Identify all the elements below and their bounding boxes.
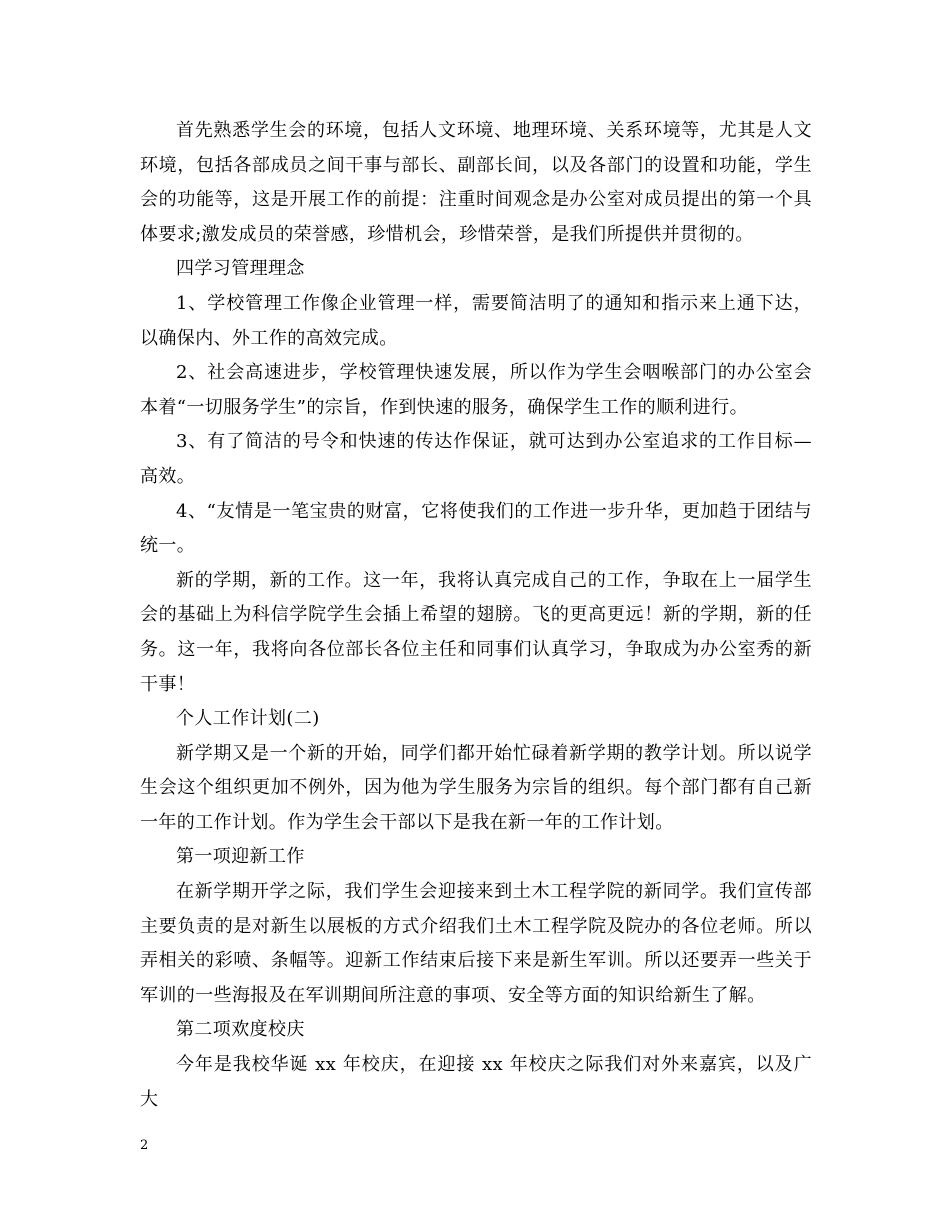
paragraph-anniversary: 今年是我校华诞 xx 年校庆，在迎接 xx 年校庆之际我们对外来嘉宾，以及广大 (140, 1054, 812, 1110)
paragraph-welcome-work: 在新学期开学之际，我们学生会迎接来到土木工程学院的新同学。我们宣传部主要负责的是对新生以展板的方式介绍我们土木工程学院及院办的各位老师。所以弄相关的彩喷、条幅等。迎新工作结束后接下来是新生军训。所以还要弄一些关于军训的一些海报及在军训期间所注意的事项、安全等方面的知识给新生了解。 (140, 881, 812, 1006)
heading-second-item: 第二项欢度校庆 (176, 1019, 305, 1041)
paragraph-work-plan-intro: 新学期又是一个新的开始，同学们都开始忙碌着新学期的教学计划。所以说学生会这个组织更加不例外，因为他为学生服务为宗旨的组织。每个部门都有自己新一年的工作计划。作为学生会干部以下是我在新一年的工作计划。 (140, 742, 812, 833)
heading-management-concept: 四学习管理理念 (176, 258, 305, 280)
heading-work-plan-2: 个人工作计划(二) (176, 708, 320, 730)
paragraph-item-3: 3、有了简洁的号令和快速的传达作保证，就可达到办公室追求的工作目标—高效。 (140, 431, 812, 487)
paragraph-item-2: 2、社会高速进步，学校管理快速发展，所以作为学生会咽喉部门的办公室会本着“一切服务学生”的宗旨，作到快速的服务，确保学生工作的顺利进行。 (140, 362, 812, 418)
paragraph-new-semester: 新的学期，新的工作。这一年，我将认真完成自己的工作，争取在上一届学生会的基础上为科信学院学生会插上希望的翅膀。飞的更高更远！新的学期，新的任务。这一年，我将向各位部长各位主任和同事们认真学习，争取成为办公室秀的新干事！ (140, 569, 812, 695)
document-body (140, 114, 812, 1117)
paragraph-item-4: 4、“友情是一笔宝贵的财富，它将使我们的工作进一步升华，更加趋于团结与统一。 (140, 500, 812, 557)
paragraph-item-1: 1、学校管理工作像企业管理一样，需要简洁明了的通知和指示来上通下达，以确保内、外工作的高效完成。 (140, 292, 812, 349)
heading-first-item: 第一项迎新工作 (176, 846, 305, 868)
page-number: 2 (140, 1138, 149, 1153)
paragraph-environment: 首先熟悉学生会的环境，包括人文环境、地理环境、关系环境等，尤其是人文环境，包括各部成员之间干事与部长、副部长间，以及各部门的设置和功能，学生会的功能等，这是开展工作的前提：注重时间观念是办公室对成员提出的第一个具体要求;激发成员的荣誉感，珍惜机会，珍惜荣誉，是我们所提供并贯彻的。 (140, 120, 812, 245)
